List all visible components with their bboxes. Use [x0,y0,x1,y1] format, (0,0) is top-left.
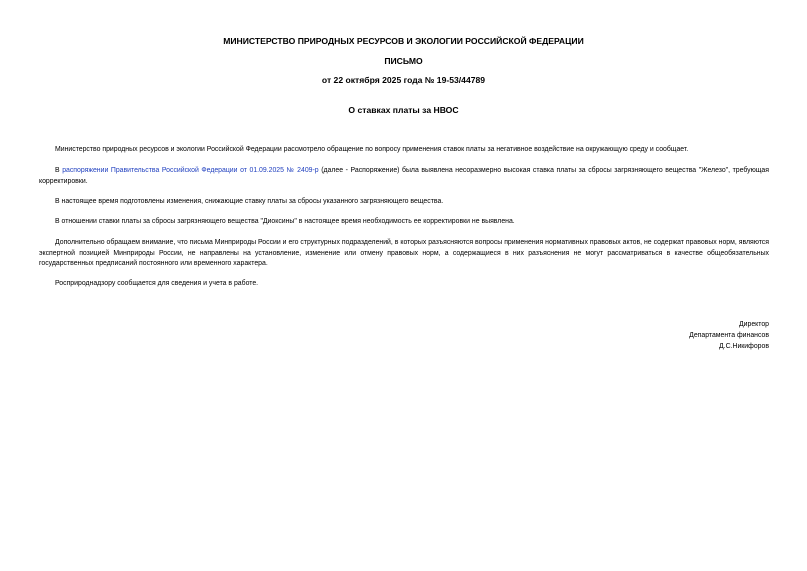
ministry-title: МИНИСТЕРСТВО ПРИРОДНЫХ РЕСУРСОВ И ЭКОЛОГИИ РОССИЙСКОЙ ФЕДЕРАЦИИ [223,36,584,46]
paragraph-regulation-lead: В [55,167,63,174]
paragraph-regulation-tail: (далее - Распоряжение) была выявлена несоразмерно высокая ставка платы за сбросы загрязняющего вещества "Железо", требующая корректировки. [39,167,769,185]
signature-position: Директор [738,321,769,328]
paragraph-rosprirodnadzor: Росприроднадзору сообщается для сведения и учета в работе. [55,280,259,287]
regulation-link[interactable]: распоряжении Правительства Российской Федерации от 01.09.2025 № 2409-р [62,167,319,174]
paragraph-dioxins: В отношении ставки платы за сбросы загрязняющего вещества "Диоксины" в настоящее время необходимость ее корректировки не выявлена. [55,218,515,225]
paragraph-intro: Министерство природных ресурсов и экологии Российской Федерации рассмотрело обращение по вопросу применения ставок платы за негативное воздействие на окружающую среду и сообщает. [55,146,689,153]
paragraph-changes: В настоящее время подготовлены изменения, снижающие ставку платы за сбросы указанного загрязняющего вещества. [55,198,444,205]
signature-department: Департамента финансов [689,332,769,339]
document-type: ПИСЬМО [384,56,423,66]
signature-name: Д.С.Никифоров [719,343,769,350]
document-subject: О ставках платы за НВОС [348,105,459,115]
paragraph-regulation [39,166,769,187]
paragraph-clarification: Дополнительно обращаем внимание, что письма Минприроды России и его структурных подразделений, в которых разъясняются вопросы применения нормативных правовых актов, не содержат правовых норм, являются экспертной позицией Минприроды России, не направлены на установление, изменение или отмену правовых норм, а содержащиеся в них разъяснения не могут рассматриваться в качестве общеобязательных государственных предписаний постоянного или временного характера. [39,239,769,267]
document-date-number: от 22 октября 2025 года № 19-53/44789 [321,75,486,85]
